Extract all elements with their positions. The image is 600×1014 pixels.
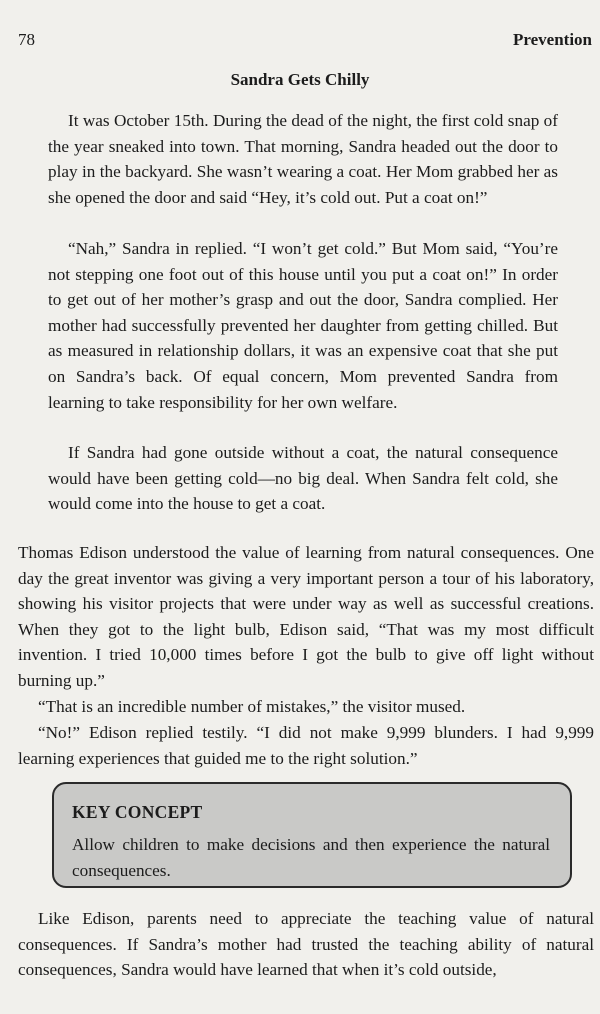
story-paragraph-1: It was October 15th. During the dead of the night, the first cold snap of the year sneaked into town. That morning, Sandra headed out the door to play in the backyard. She wasn’t wearing a coat. Her Mom grabbed her as she opened the door and said “Hey, it’s cold out. Put a coat on!” [48,111,558,207]
key-concept-title: KEY CONCEPT [72,802,203,822]
running-head: Prevention [512,30,592,49]
key-concept-text: Allow children to make decisions and then experience the natural consequences. [72,835,550,880]
story-paragraph-2: “Nah,” Sandra in replied. “I won’t get cold.” But Mom said, “You’re not stepping one foot out of this house until you put a coat on!” In order to get out of her mother’s grasp and out the door, Sandra complied. Her mother had successfully prevented her daughter from getting chilled. But as measured in relationship dollars, it was an expensive coat that she put on Sandra’s back. Of equal concern, Mom prevented Sandra from learning to take responsibility for her own welfare. [48,239,558,412]
page-header [18,30,592,58]
edison-reply: “No!” Edison replied testily. “I did not make 9,999 blunders. I had 9,999 learning experiences that guided me to the right solution.” [18,723,594,768]
page-number: 78 [18,30,35,49]
visitor-quote: “That is an incredible number of mistakes,” the visitor mused. [38,697,466,716]
key-concept-box [52,782,572,888]
edison-paragraph: Thomas Edison understood the value of learning from natural consequences. One day the great inventor was giving a very important person a tour of his laboratory, showing his visitor projects that were under way as well as successful creations. When they got to the light bulb, Edison said, “That was my most difficult invention. I tried 10,000 times before I got the bulb to give off light without burning up.” [18,543,594,690]
story-title: Sandra Gets Chilly [230,70,370,89]
closing-paragraph: Like Edison, parents need to appreciate the teaching value of natural consequences. If Sandra’s mother had trusted the teaching ability of natural consequences, Sandra would have learned that when it’s cold outside, [18,909,594,980]
story-paragraph-3: If Sandra had gone outside without a coat, the natural consequence would have been getting cold—no big deal. When Sandra felt cold, she would come into the house to get a coat. [48,443,558,514]
